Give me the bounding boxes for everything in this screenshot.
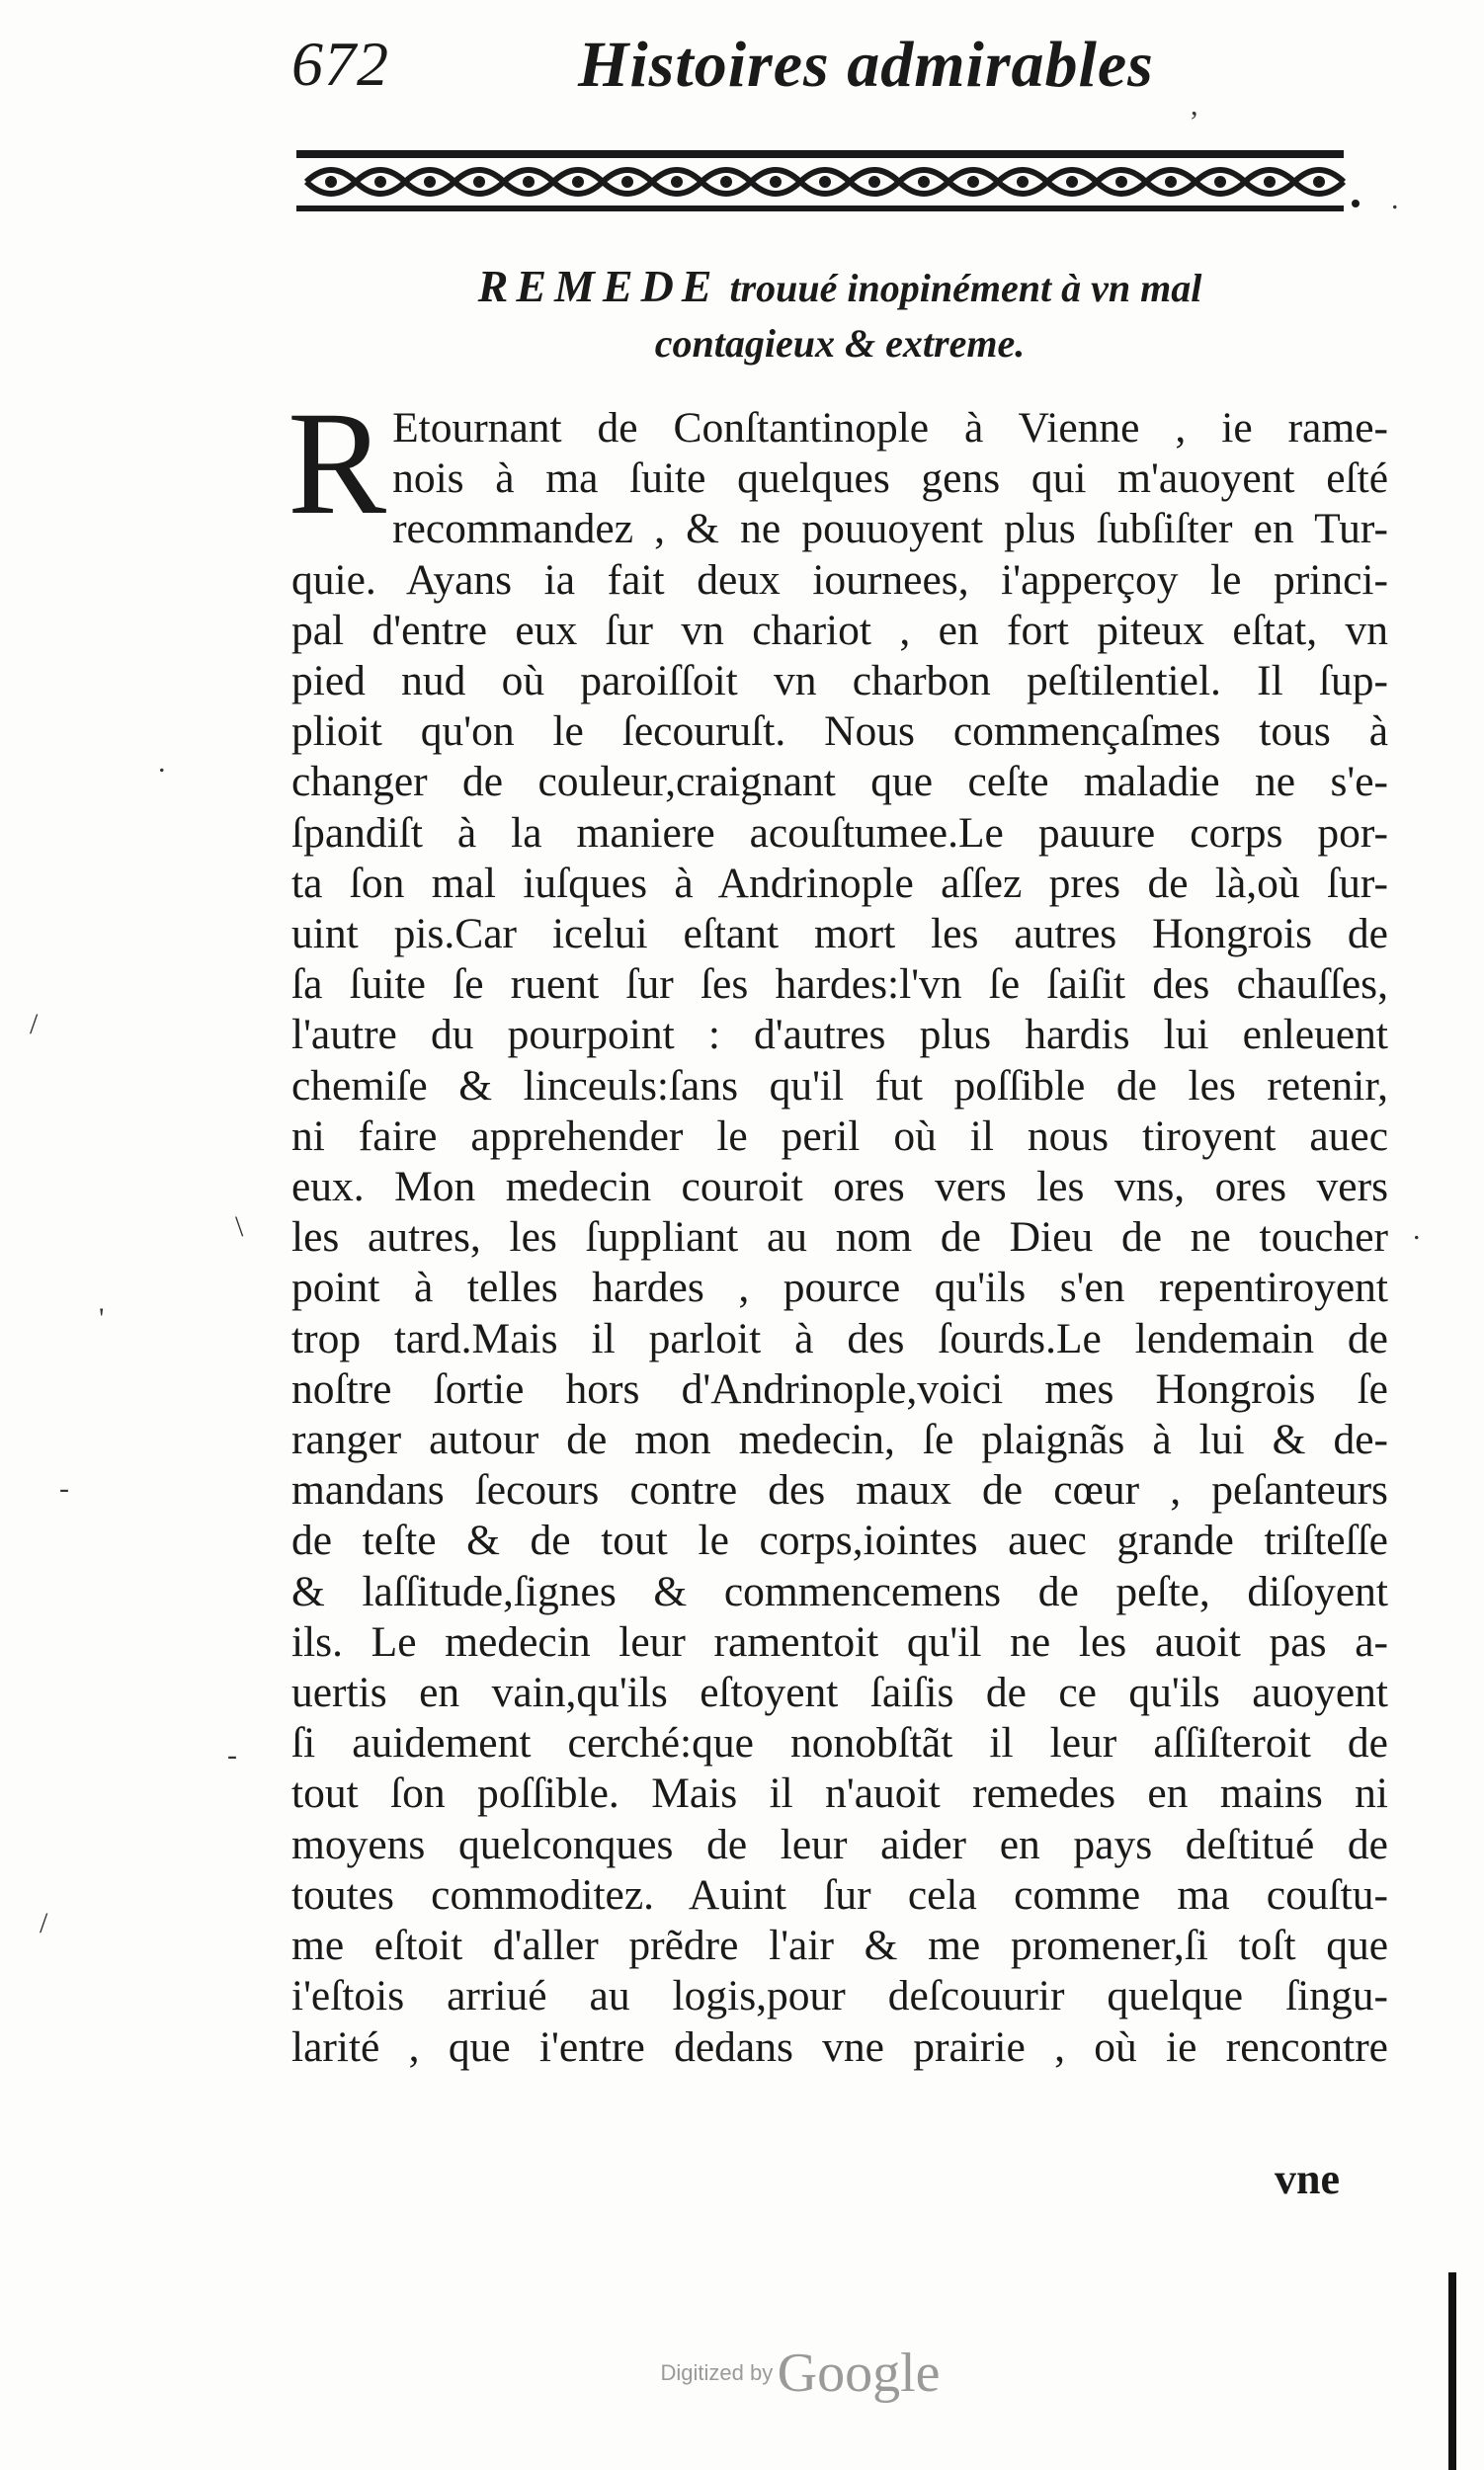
ink-mark: \ [235,1210,244,1243]
text-line: ſi auidement cerché:que nonobſtãt il leur aſſiſteroit de [291,1719,1388,1768]
text-line: ta ſon mal iuſques à Andrinople aſſez pres de là,où ſur- [291,859,1388,907]
text-line: ſpandiſt à la maniere acouſtumee.Le pauure corps por- [291,808,1388,857]
ink-mark: / [30,1008,39,1040]
text-line: toutes commoditez. Auint ſur cela comme ma couſtu- [291,1870,1388,1919]
text-line: moyens quelconques de leur aider en pays deſtitué de [291,1820,1388,1868]
text-line: ni faire apprehender le peril où il nous tiroyent auec [291,1112,1388,1160]
ink-mark: ' [99,1302,105,1335]
ornament-band-icon [296,148,1363,217]
text-line: ſa ſuite ſe ruent ſur ſes hardes:l'vn ſe ſaiſit des chauſſes, [291,960,1388,1009]
running-title: Histoires admirables [578,29,1154,101]
ink-mark: . [1413,1213,1421,1246]
ink-mark: . [158,746,166,779]
section-title-line-1 [296,259,1383,316]
digitization-watermark [553,2342,1047,2405]
section-title-line-2: contagieux & extreme. [654,321,1026,366]
text-line: me eſtoit d'aller prẽdre l'air & me promener,ſi toſt que [291,1922,1388,1970]
text-line: larité , que i'entre dedans vne prairie , où ie rencontre [291,2022,1388,2071]
ink-mark: , [1191,89,1198,122]
text-line: recommandez , & ne pouuoyent plus ſubſiſter en Tur- [392,505,1388,553]
page-number: 672 [291,29,389,99]
text-line: les autres, les ſuppliant au nom de Dieu de ne toucher [291,1213,1388,1262]
section-title [296,259,1383,371]
text-line: pal d'entre eux ſur vn chariot , en fort piteux eſtat, vn [291,606,1388,654]
ornamental-headpiece [296,148,1363,217]
text-line: changer de couleur,craignant que ceſte maladie ne s'e- [291,758,1388,806]
text-line: mandans ſecours contre des maux de cœur , peſanteurs [291,1466,1388,1515]
text-line: de teſte & de tout le corps,iointes auec grande triſteſſe [291,1517,1388,1565]
text-line: eux. Mon medecin couroit ores vers les vns, ores vers [291,1163,1388,1211]
text-line: plioit qu'on le ſecouruſt. Nous commençaſmes tous à [291,707,1388,756]
text-line: tout ſon poſſible. Mais il n'auoit remedes en mains ni [291,1770,1388,1818]
text-line: i'eſtois arriué au logis,pour deſcouurir quelque ſingu- [291,1972,1388,2020]
text-line: uertis en vain,qu'ils eſtoyent ſaiſis de ce qu'ils auoyent [291,1669,1388,1717]
text-line: Etournant de Conſtantinople à Vienne , ie rame- [392,404,1388,452]
ink-mark: - [59,1472,69,1505]
page-edge-mark [1448,2272,1456,2470]
text-line: uint pis.Car icelui eſtant mort les autres Hongrois de [291,910,1388,958]
body-text [288,381,1388,2073]
text-line: quie. Ayans ia fait deux iournees, i'apperçoy le princi- [291,555,1388,604]
text-line: point à telles hardes , pource qu'ils s'en repentiroyent [291,1264,1388,1312]
drop-cap: R [288,381,387,545]
section-title-rest: trouué inopinément à vn mal [729,266,1202,310]
google-wordmark: Google [777,2343,941,2404]
section-title-caps: REMEDE [477,261,720,311]
text-line: trop tard.Mais il parloit à des ſourds.Le lendemain de [291,1314,1388,1362]
text-line: noſtre ſortie hors d'Andrinople,voici mes Hongrois ſe [291,1364,1388,1413]
text-line: ranger autour de mon medecin, ſe plaignãs à lui & de- [291,1416,1388,1464]
ink-mark: - [227,1739,237,1771]
text-line: l'autre du pourpoint : d'autres plus hardis lui enleuent [291,1011,1388,1059]
page-header [291,28,1398,107]
text-line: ils. Le medecin leur ramentoit qu'il ne les auoit pas a- [291,1617,1388,1666]
digitized-by-label: Digitized by [660,2360,774,2385]
ink-mark: . [1391,183,1399,215]
text-line: & laſſitude,ſignes & commencemens de peſte, diſoyent [291,1567,1388,1615]
catchword: vne [1275,2155,1340,2203]
text-line: chemiſe & linceuls:ſans qu'il fut poſſible de les retenir, [291,1061,1388,1110]
text-line: pied nud où paroiſſoit vn charbon peſtilentiel. Il ſup- [291,657,1388,705]
text-line: nois à ma ſuite quelques gens qui m'auoyent eſté [392,454,1388,503]
ink-mark: / [40,1907,48,1939]
